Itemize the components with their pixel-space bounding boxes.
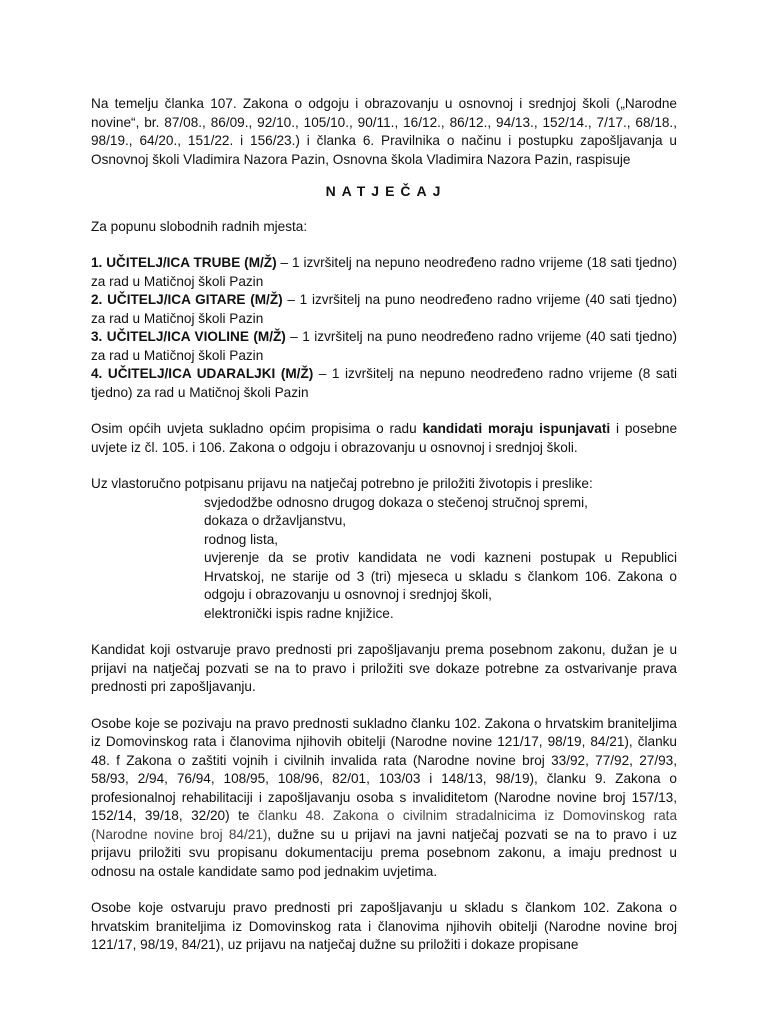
veterans-text: Osobe koje se pozivaju na pravo prednosti sukladno članku 102. Zakona o hrvatskim braniteljima iz Domovinskog rata i članovima njihovih obitelji (Narodne novine 121/17, 98/19, 84/21), članku 48. f Zakona o zaštiti vojnih i civilnih invalida rata (Narodne novine broj 33/92, 77/92, 27/93, 58/93, 2/94, 76/94, 108/95, 108/96, 82/01, 103/03 i 148/13, 98/19), članku 9. Zakona o profesionalnoj rehabilitaciji i zapošljavanju osoba s invaliditetom (Narodne novine broj 157/13, 152/14, 39/18, 32/20) te — [91, 715, 677, 823]
documents-intro: Uz vlastoručno potpisanu prijavu na natječaj potrebno je priložiti životopis i preslike: — [91, 476, 593, 491]
document-item: rodnog lista, — [204, 531, 279, 547]
position-title: 4. UČITELJ/ICA UDARALJKI (M/Ž) — [91, 366, 314, 381]
conditions-text-end: i posebne uvjete iz čl. 105. i 106. Zakona o odgoju i obrazovanju u osnovnoj i srednjoj školi. — [91, 421, 678, 455]
documents-list — [204, 494, 677, 624]
conditions-text: Osim općih uvjeta sukladno općim propisima o radu — [91, 421, 423, 436]
document-item: uvjerenje da se protiv kandidata ne vodi kazneni postupak u Republici Hrvatskoj, ne starije od 3 (tri) mjeseca u skladu s člankom 106. Zakona o odgoju i obrazovanju u osnovnoj i srednjoj školi, — [204, 550, 677, 602]
position-item — [91, 291, 677, 328]
position-description: – 1 izvršitelj na nepuno neodređeno radno vrijeme (18 sati tjedno) za rad u Matičnoj školi Pazin — [91, 255, 677, 289]
position-title: 1. UČITELJ/ICA TRUBE (M/Ž) — [91, 255, 277, 270]
position-item — [91, 328, 677, 365]
position-item — [91, 365, 677, 402]
veterans-text-end: , dužne su u prijavi na javni natječaj pozvati se na to pravo i uz prijavu priložiti svu propisanu dokumentaciju prema posebnom zakonu, a imaju prednost u odnosu na ostale kandidate samo pod jednakim uvjetima. — [91, 826, 677, 879]
document-item: dokaza o državljanstvu, — [204, 513, 347, 528]
conditions-emphasis: kandidati moraju ispunjavati — [422, 421, 611, 436]
priority-paragraph: Kandidat koji ostvaruje pravo prednosti pri zapošljavanju prema posebnom zakonu, dužan je u prijavi na natječaj pozvati se na to pravo i priložiti sve dokaze potrebne za ostvarivanje prava prednosti pri zapošljavanju. — [91, 642, 677, 694]
lead-text: Za popunu slobodnih radnih mjesta: — [91, 218, 308, 234]
position-description: – 1 izvršitelj na puno neodređeno radno vrijeme (40 sati tjedno) za rad u Matičnoj školi Pazin — [91, 329, 677, 363]
position-title: 2. UČITELJ/ICA GITARE (M/Ž) — [91, 292, 283, 307]
position-title: 3. UČITELJ/ICA VIOLINE (M/Ž) — [91, 329, 286, 344]
veterans-paragraph — [91, 715, 677, 882]
document-item: svjedodžbe odnosno drugog dokaza o stečenoj stručnoj spremi, — [204, 494, 588, 510]
positions-list — [91, 254, 677, 402]
conditions-paragraph — [91, 420, 677, 457]
final-paragraph: Osobe koje ostvaruju pravo prednosti pri zapošljavanju u skladu s člankom 102. Zakona o hrvatskim braniteljima iz Domovinskog rata i članovima njihovih obitelji (Narodne novine broj 121/17, 98/19, 84/21), uz prijavu na natječaj dužne su priložiti i dokaze propisane — [91, 900, 677, 952]
intro-paragraph: Na temelju članka 107. Zakona o odgoju i obrazovanju u osnovnoj i srednjoj školi („Narodne novine“, br. 87/08., 86/09., 92/10., 105/10., 90/11., 16/12., 86/12., 94/13., 152/14., 7/17., 68/18., 98/19., 64/20., 151/22. i 156/23.) i članka 6. Pravilnika o načinu i postupku zapošljavanja u Osnovnoj školi Vladimira Nazora Pazin, Osnovna škola Vladimira Nazora Pazin, raspisuje — [91, 96, 677, 167]
position-item — [91, 254, 677, 291]
document-item: elektronički ispis radne knjižice. — [204, 605, 394, 621]
position-description: – 1 izvršitelj na nepuno neodređeno radno vrijeme (8 sati tjedno) za rad u Matičnoj školi Pazin — [91, 366, 678, 400]
veterans-text-civil: članku 48. Zakona o civilnim stradalnicima iz Domovinskog rata (Narodne novine broj 84/21) — [91, 808, 678, 842]
document-heading: NATJEČAJ — [325, 183, 447, 199]
position-description: – 1 izvršitelj na puno neodređeno radno vrijeme (40 sati tjedno) za rad u Matičnoj školi Pazin — [91, 292, 677, 326]
